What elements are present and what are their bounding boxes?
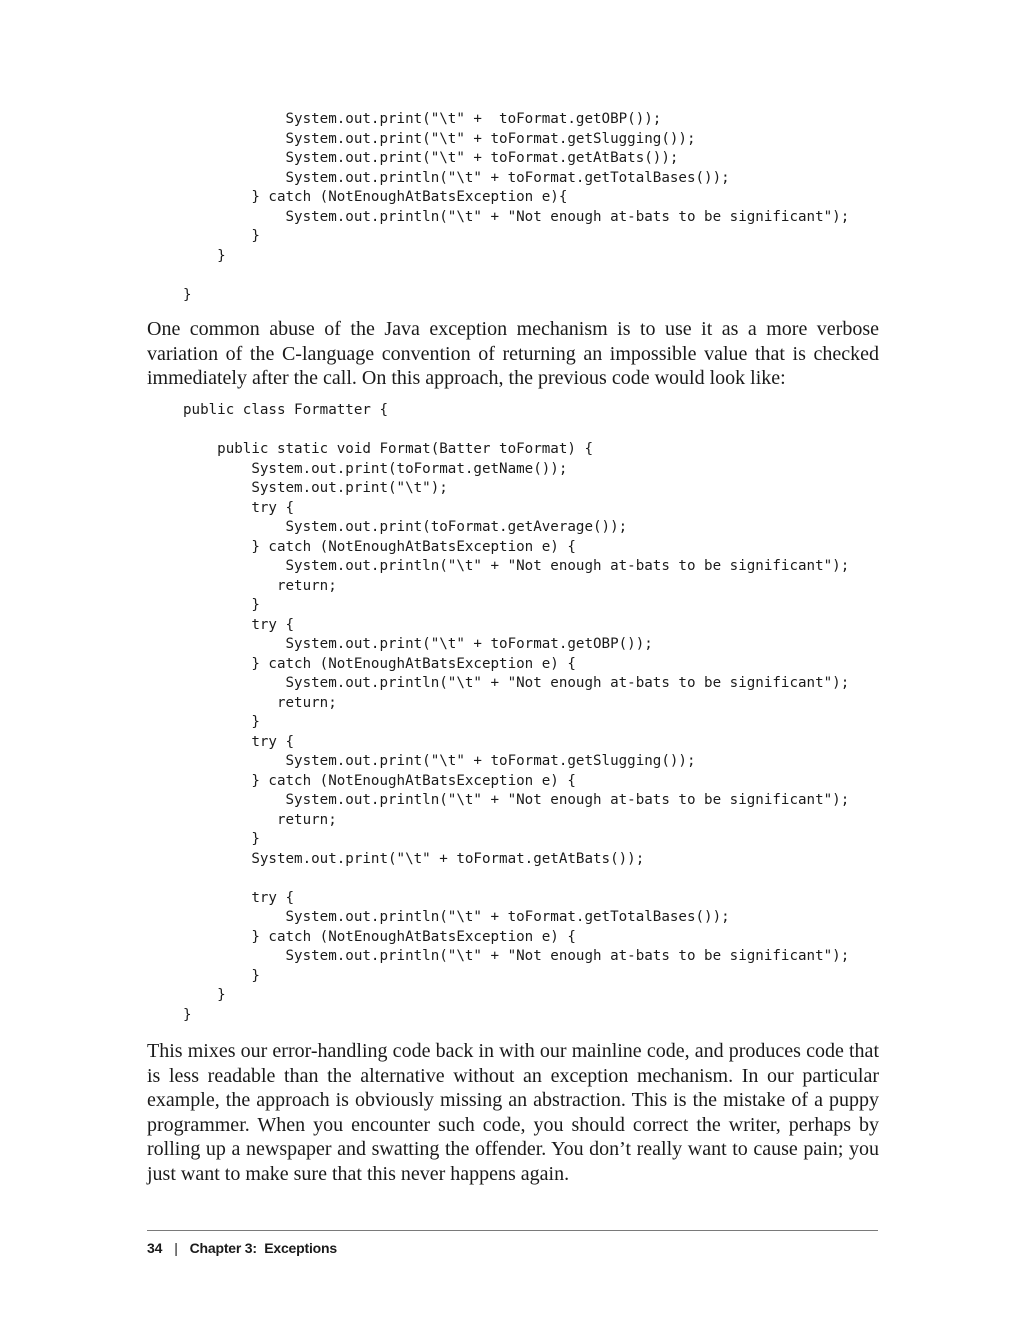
code-listing-continued xyxy=(183,110,849,305)
code-line: public class Formatter { xyxy=(183,402,388,418)
code-line: System.out.println("\t" + "Not enough at-bats to be significant"); xyxy=(183,558,850,574)
code-line: System.out.print("\t" + toFormat.getAtBats()); xyxy=(183,850,645,867)
code-line: } xyxy=(183,228,260,244)
code-line: } xyxy=(183,597,260,613)
code-line xyxy=(183,869,849,889)
code-line: } xyxy=(183,987,226,1003)
code-line: } xyxy=(183,247,226,264)
code-line: } catch (NotEnoughAtBatsException e) { xyxy=(183,772,576,789)
footer-separator: | xyxy=(174,1240,178,1256)
code-line: } catch (NotEnoughAtBatsException e){ xyxy=(183,189,568,205)
code-listing-formatter xyxy=(183,401,849,1025)
code-line: System.out.print(toFormat.getName()); xyxy=(183,460,568,477)
code-line: public static void Format(Batter toFormat) { xyxy=(183,441,593,457)
code-line: try { xyxy=(183,889,295,906)
body-paragraph: One common abuse of the Java exception mechanism is to use it as a more verbose variation of the C-language convention of returning an impossible value that is checked immediately after the call. On this approach, the previous code would look like: xyxy=(147,318,879,390)
code-line: return; xyxy=(183,811,337,828)
code-line: System.out.print("\t" + toFormat.getOBP()); xyxy=(183,111,662,127)
code-line: System.out.print("\t" + toFormat.getSlugging()); xyxy=(183,753,696,769)
footer-divider xyxy=(147,1230,878,1231)
code-line: try { xyxy=(183,499,295,516)
code-line: try { xyxy=(183,733,295,750)
code-line: System.out.print("\t"); xyxy=(183,480,448,496)
code-line: System.out.print("\t" + toFormat.getSlugging()); xyxy=(183,130,696,147)
page-number: 34 xyxy=(147,1240,163,1256)
code-line: } catch (NotEnoughAtBatsException e) { xyxy=(183,655,576,672)
code-line: } xyxy=(183,967,260,984)
code-line xyxy=(183,421,849,441)
code-line: } catch (NotEnoughAtBatsException e) { xyxy=(183,928,576,945)
code-line: return; xyxy=(183,577,337,594)
code-line: return; xyxy=(183,694,337,711)
code-line xyxy=(183,266,849,286)
code-line: } xyxy=(183,1006,192,1023)
code-line: try { xyxy=(183,616,295,633)
code-line: System.out.print(toFormat.getAverage()); xyxy=(183,519,628,535)
code-line: System.out.println("\t" + "Not enough at-bats to be significant"); xyxy=(183,208,850,225)
page-footer xyxy=(147,1240,337,1256)
code-line: } catch (NotEnoughAtBatsException e) { xyxy=(183,538,576,555)
code-line: System.out.println("\t" + "Not enough at-bats to be significant"); xyxy=(183,948,850,964)
code-line: } xyxy=(183,286,192,303)
code-line: System.out.println("\t" + "Not enough at-bats to be significant"); xyxy=(183,675,850,691)
code-line: } xyxy=(183,714,260,730)
body-paragraph: This mixes our error-handling code back in with our mainline code, and produces code that is less readable than the alternative without an exception mechanism. In our particular example, the approach is obviously missing an abstraction. This is the mistake of a puppy programmer. When you encounter such code, you should correct the writer, perhaps by rolling up a newspaper and swatting the offender. You don’t really want to cause pain; you just want to make sure that this never happens again. xyxy=(147,1040,879,1185)
code-line: System.out.print("\t" + toFormat.getOBP()); xyxy=(183,636,653,652)
chapter-title: Chapter 3: Exceptions xyxy=(189,1240,337,1256)
code-line: System.out.println("\t" + "Not enough at-bats to be significant"); xyxy=(183,792,850,808)
code-line: System.out.print("\t" + toFormat.getAtBats()); xyxy=(183,150,679,166)
code-line: System.out.println("\t" + toFormat.getTotalBases()); xyxy=(183,909,730,925)
code-line: } xyxy=(183,831,260,847)
code-line: System.out.println("\t" + toFormat.getTotalBases()); xyxy=(183,169,730,186)
